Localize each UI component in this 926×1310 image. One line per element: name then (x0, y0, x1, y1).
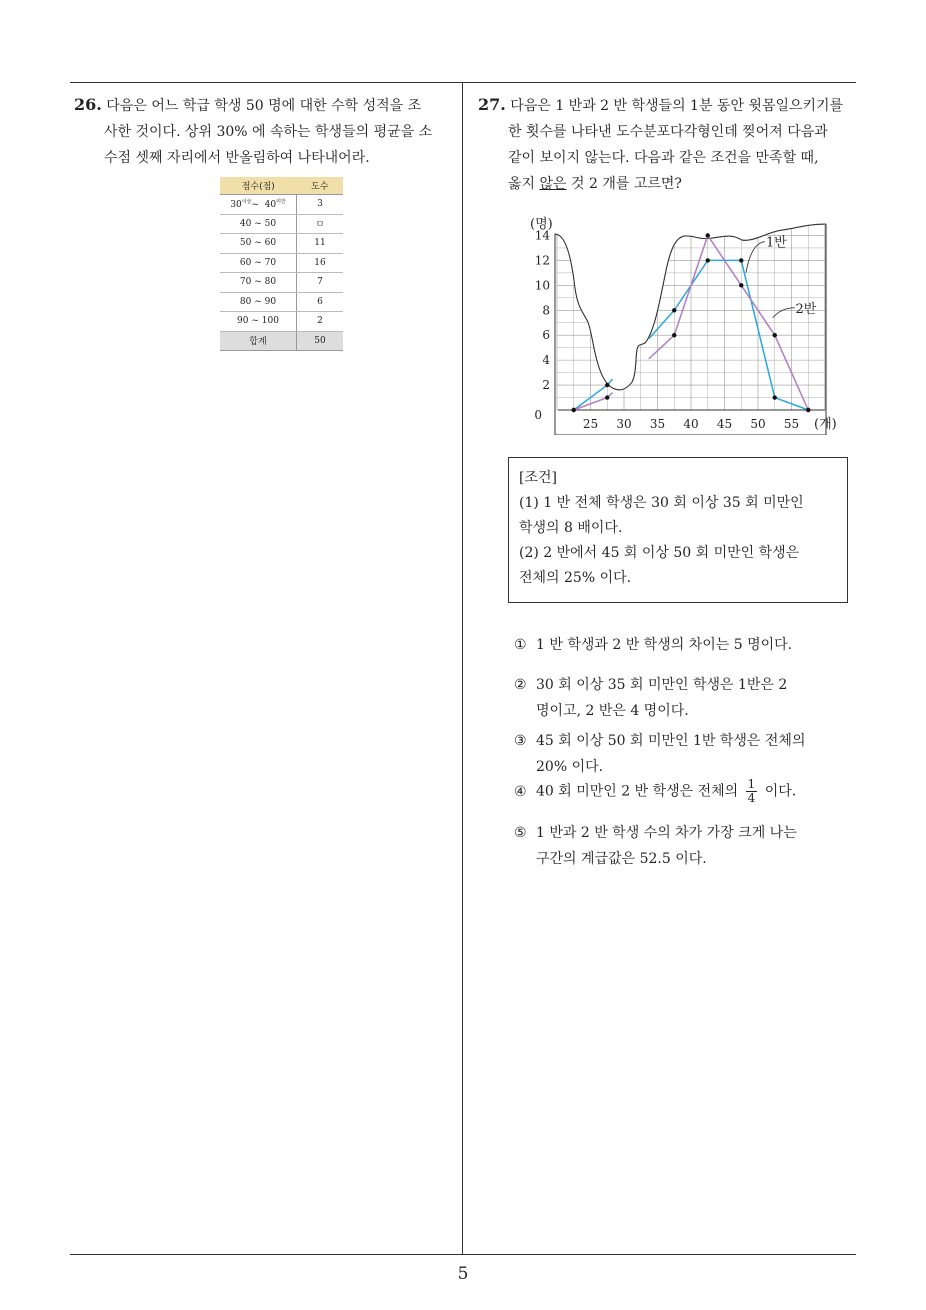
page-number: 5 (457, 1264, 469, 1284)
option-2[interactable]: ② 30 회 이상 35 회 미만인 학생은 1반은 2 명이고, 2 반은 4 명이다. (514, 677, 788, 719)
table-cell-range: $30^{이상}\sim$ $40^{미만}$ (220, 195, 297, 215)
conditions-title: [조건] (519, 470, 557, 486)
conditions-box (508, 457, 848, 603)
y-tick-label: 0 (534, 408, 542, 422)
y-tick-label: 2 (542, 378, 550, 393)
table-cell-frequency: 11 (297, 234, 344, 254)
question-text-line2: 사한 것이다. 상위 30% 에 속하는 학생들의 평균을 소 (104, 124, 433, 140)
frequency-polygon-chart (522, 210, 852, 435)
question-text-line3: 수점 셋째 자리에서 반올림하여 나타내어라. (104, 150, 370, 166)
x-tick-label: 50 (750, 417, 766, 431)
table-header-frequency: 도수 (297, 177, 344, 195)
table-row (220, 234, 343, 254)
table-cell-range: 60 ~ 70 (220, 253, 297, 273)
condition-2b: 전체의 25% 이다. (519, 570, 632, 586)
data-point-2 (773, 333, 777, 337)
data-point-2 (706, 233, 710, 237)
data-point-1 (739, 258, 743, 262)
data-point-2 (739, 283, 743, 287)
option-5[interactable]: ⑤ 1 반과 2 반 학생 수의 차가 가장 크게 나는 구간의 계급값은 52.5 이다. (514, 825, 797, 867)
option-1[interactable]: ① 1 반 학생과 2 반 학생의 차이는 5 명이다. (514, 637, 793, 653)
y-axis-unit: (명) (530, 217, 553, 232)
table-cell-range: 40 ~ 50 (220, 214, 297, 234)
x-tick-label: 35 (649, 417, 666, 431)
y-tick-label: 14 (534, 228, 550, 243)
question-text-line1: 다음은 어느 학급 학생 50 명에 대한 수학 성적을 조 (106, 98, 422, 114)
data-point-1 (672, 308, 676, 312)
table-row (220, 214, 343, 234)
table-cell-frequency: 6 (297, 292, 344, 312)
question-text-line2: 한 횟수를 나타낸 도수분포다각형인데 찢어져 다음과 (508, 124, 828, 140)
table-header-row (220, 177, 343, 195)
x-tick-label: 55 (783, 417, 800, 431)
table-cell-range: 50 ~ 60 (220, 234, 297, 254)
table-row (220, 312, 343, 332)
x-tick-label: 30 (616, 417, 632, 431)
x-axis-unit: (개) (814, 417, 837, 432)
data-point-2 (605, 395, 609, 399)
y-tick-label: 6 (542, 328, 550, 343)
table-total-row (220, 331, 343, 351)
table-cell-frequency: 2 (297, 312, 344, 332)
question-text-line3: 같이 보이지 않는다. 다음과 같은 조건을 만족할 때, (508, 150, 819, 166)
table-header-score: 점수(점) (220, 177, 297, 195)
data-point-1 (706, 258, 710, 262)
y-tick-label: 8 (542, 303, 550, 318)
table-row (220, 195, 343, 215)
frequency-table (220, 177, 343, 351)
y-tick-label: 10 (534, 278, 550, 293)
condition-2a: (2) 2 반에서 45 회 이상 50 회 미만인 학생은 (519, 545, 800, 561)
data-point-2 (806, 408, 810, 412)
x-tick-label: 45 (716, 417, 733, 431)
y-tick-label: 12 (534, 253, 550, 268)
bottom-rule (70, 1254, 856, 1255)
y-tick-label: 4 (542, 353, 550, 368)
column-divider (462, 82, 463, 1254)
table-cell-frequency: ㅁ (297, 214, 344, 234)
data-point-2 (572, 408, 576, 412)
question-number: 27. (478, 95, 506, 114)
series-label-2: 2반 (795, 301, 817, 317)
table-cell-range: 90 ~ 100 (220, 312, 297, 332)
table-cell-range: 80 ~ 90 (220, 292, 297, 312)
table-cell-frequency: 3 (297, 195, 344, 215)
condition-1a: (1) 1 반 전체 학생은 30 회 이상 35 회 미만인 (519, 495, 804, 511)
table-total-label: 합계 (220, 331, 297, 351)
table-row (220, 273, 343, 293)
data-point-1 (773, 395, 777, 399)
question-27 (478, 92, 860, 197)
table-row (220, 292, 343, 312)
table-cell-frequency: 7 (297, 273, 344, 293)
table-row (220, 253, 343, 273)
option-3[interactable]: ③ 45 회 이상 50 회 미만인 1반 학생은 전체의 20% 이다. (514, 733, 806, 775)
question-number: 26. (74, 95, 102, 114)
x-tick-label: 25 (582, 417, 599, 431)
question-26 (74, 92, 458, 171)
table-total-value: 50 (297, 331, 344, 351)
condition-1b: 학생의 8 배이다. (519, 520, 623, 536)
x-tick-label: 40 (683, 417, 699, 431)
top-rule (70, 82, 856, 83)
option-4[interactable]: ④ 40 회 미만인 2 반 학생은 전체의 $\frac{1}{4}$ 이다. (514, 777, 797, 805)
fraction-one-quarter: $\frac{1}{4}$ (747, 777, 756, 805)
data-point-1 (605, 383, 609, 387)
underline-not: 않은 (539, 176, 567, 192)
question-text-line4: 옳지 않은 것 2 개를 고르면? (508, 176, 682, 192)
data-point-2 (672, 333, 676, 337)
table-cell-range: 70 ~ 80 (220, 273, 297, 293)
series-label-1: 1반 (766, 235, 787, 251)
question-text-line1: 다음은 1 반과 2 반 학생들의 1분 동안 윗몸일으키기를 (510, 98, 844, 114)
table-cell-frequency: 16 (297, 253, 344, 273)
